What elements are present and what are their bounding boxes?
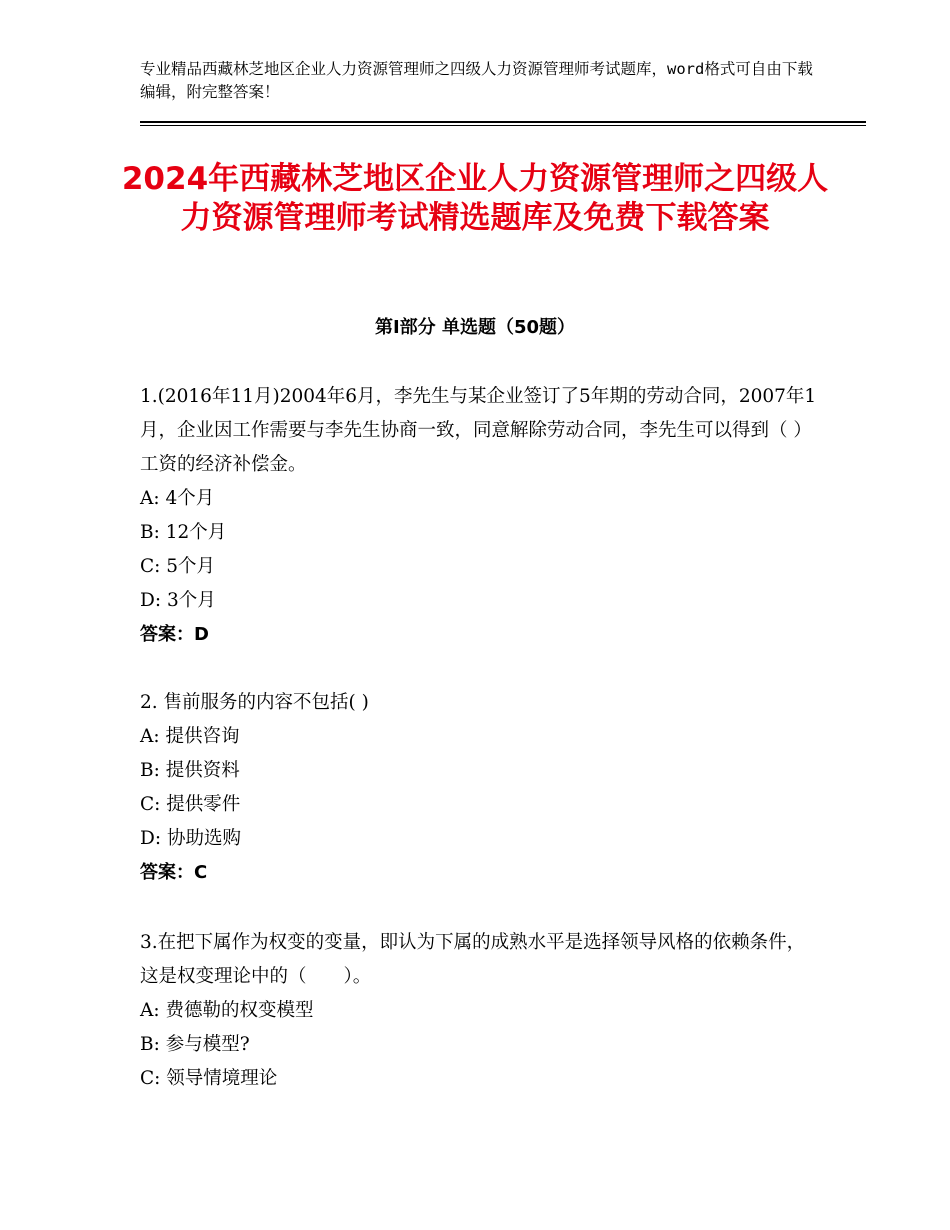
- question-stem: 2. 售前服务的内容不包括( ): [140, 692, 369, 713]
- option-d: D: 3个月: [140, 590, 216, 611]
- option-d: D: 协助选购: [140, 828, 241, 849]
- question-stem: 3.在把下属作为权变的变量，即认为下属的成熟水平是选择领导风格的依赖条件，这是权变理论中的（ ）。: [140, 932, 806, 987]
- document-title: 2024年西藏林芝地区企业人力资源管理师之四级人力资源管理师考试精选题库及免费下载答案: [121, 161, 829, 236]
- option-a: A: 提供咨询: [140, 726, 240, 747]
- option-a: A: 4个月: [140, 488, 215, 509]
- header-rule-thick: [140, 121, 866, 123]
- header-rule-thin: [140, 125, 866, 126]
- option-a: A: 费德勒的权变模型: [140, 1000, 314, 1021]
- option-b: B: 提供资料: [140, 760, 240, 781]
- answer: 答案：C: [140, 862, 208, 883]
- section-heading: 第Ⅰ部分 单选题（50题）: [374, 317, 575, 338]
- option-c: C: 提供零件: [140, 794, 241, 815]
- option-c: C: 领导情境理论: [140, 1068, 278, 1089]
- answer: 答案：D: [140, 624, 209, 645]
- question-3: [140, 926, 820, 1096]
- option-b: B: 12个月: [140, 522, 227, 543]
- question-1: [140, 380, 820, 652]
- option-c: C: 5个月: [140, 556, 216, 577]
- question-stem: 1.(2016年11月)2004年6月，李先生与某企业签订了5年期的劳动合同，2007年1月，企业因工作需要与李先生协商一致，同意解除劳动合同，李先生可以得到（ ）工资的经济补偿金。: [140, 386, 817, 475]
- question-2: [140, 686, 820, 890]
- header-note: 专业精品西藏林芝地区企业人力资源管理师之四级人力资源管理师考试题库，word格式可自由下载编辑，附完整答案！: [140, 60, 813, 101]
- option-b: B: 参与模型?: [140, 1034, 250, 1055]
